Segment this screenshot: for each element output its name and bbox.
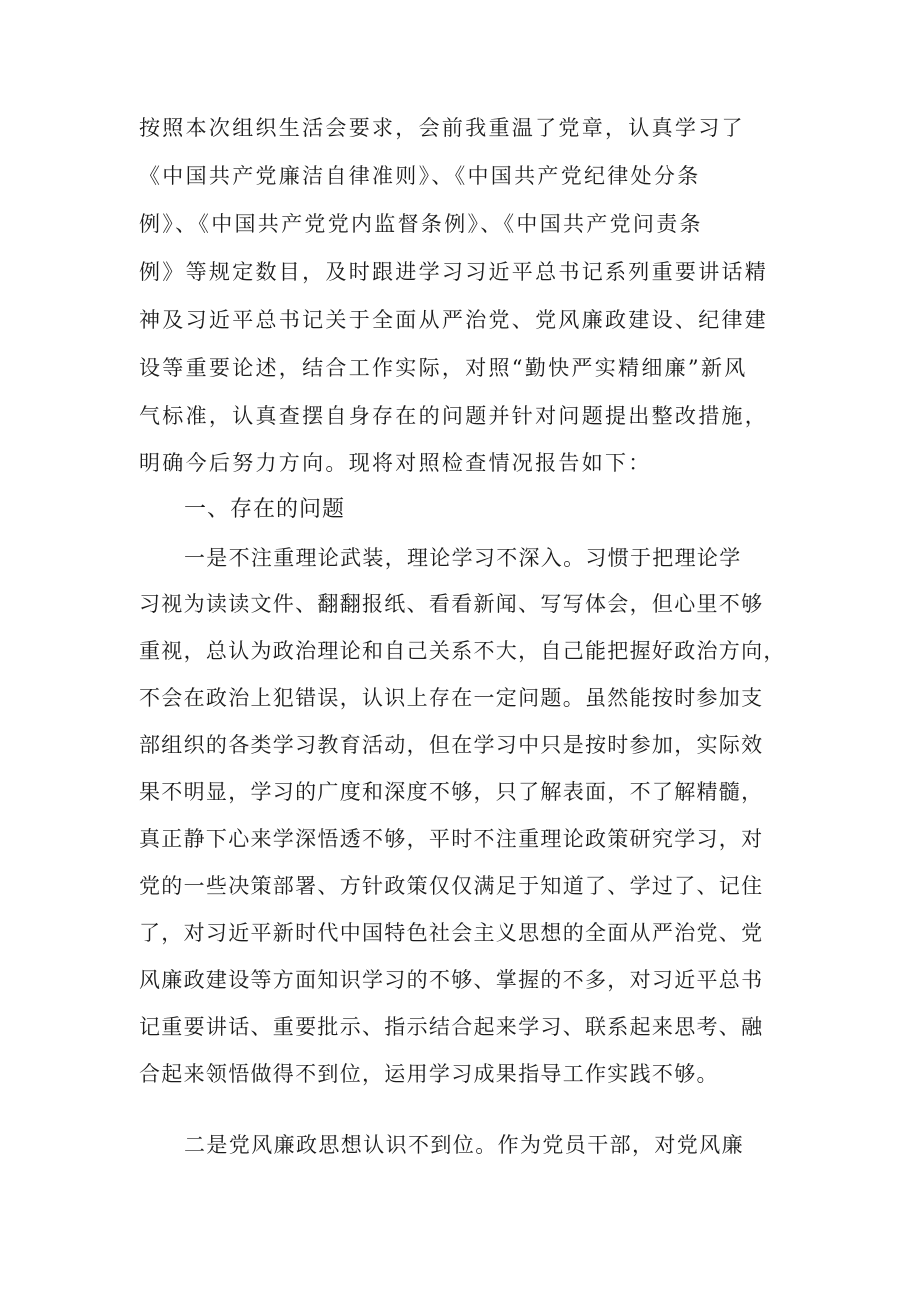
intro-line-2: 《中国共产党廉洁自律准则》、《中国共产党纪律处分条 <box>139 164 701 188</box>
intro-line-1: 按照本次组织生活会要求，会前我重温了党章，认真学习了 <box>139 116 745 140</box>
section-heading: 一、存在的问题 <box>184 497 346 522</box>
intro-line-8: 明确今后努力方向。现将对照检查情况报告如下： <box>139 451 652 475</box>
point2-line-1: 二是党风廉政思想认识不到位。作为党员干部，对党风廉 <box>184 1133 744 1157</box>
intro-line-5: 神及习近平总书记关于全面从严治党、党风廉政建设、纪律建 <box>139 308 769 332</box>
intro-line-7: 气标准，认真查摆自身存在的问题并针对问题提出整改措施， <box>139 404 769 428</box>
point1-line-9: 了，对习近平新时代中国特色社会主义思想的全面从严治党、党 <box>139 921 764 945</box>
intro-line-3: 例》、《中国共产党党内监督条例》、《中国共产党问责条 <box>139 212 703 236</box>
point1-line-3: 重视，总认为政治理论和自己关系不大，自己能把握好政治方向， <box>139 639 786 663</box>
point1-line-5: 部组织的各类学习教育活动，但在学习中只是按时参加，实际效 <box>139 733 764 757</box>
point1-line-11: 记重要讲话、重要批示、指示结合起来学习、联系起来思考、融 <box>139 1015 764 1039</box>
point1-line-10: 风廉政建设等方面知识学习的不够、掌握的不多，对习近平总书 <box>139 968 764 992</box>
point1-line-4: 不会在政治上犯错误，认识上存在一定问题。虽然能按时参加支 <box>139 686 764 710</box>
point1-line-2: 习视为读读文件、翻翻报纸、看看新闻、写写体会，但心里不够 <box>139 592 764 616</box>
point1-line-12: 合起来领悟做得不到位，运用学习成果指导工作实践不够。 <box>139 1062 719 1086</box>
intro-line-6: 设等重要论述，结合工作实际，对照“勤快严实精细廉”新风 <box>139 356 748 380</box>
point1-line-6: 果不明显，学习的广度和深度不够，只了解表面，不了解精髓， <box>139 780 764 804</box>
point1-line-7: 真正静下心来学深悟透不够，平时不注重理论政策研究学习，对 <box>139 827 764 851</box>
point1-line-8: 党的一些决策部署、方针政策仅仅满足于知道了、学过了、记住 <box>139 874 764 898</box>
point1-line-1: 一是不注重理论武装，理论学习不深入。习惯于把理论学 <box>184 546 742 570</box>
intro-line-4: 例》等规定数目，及时跟进学习习近平总书记系列重要讲话精 <box>139 260 769 284</box>
